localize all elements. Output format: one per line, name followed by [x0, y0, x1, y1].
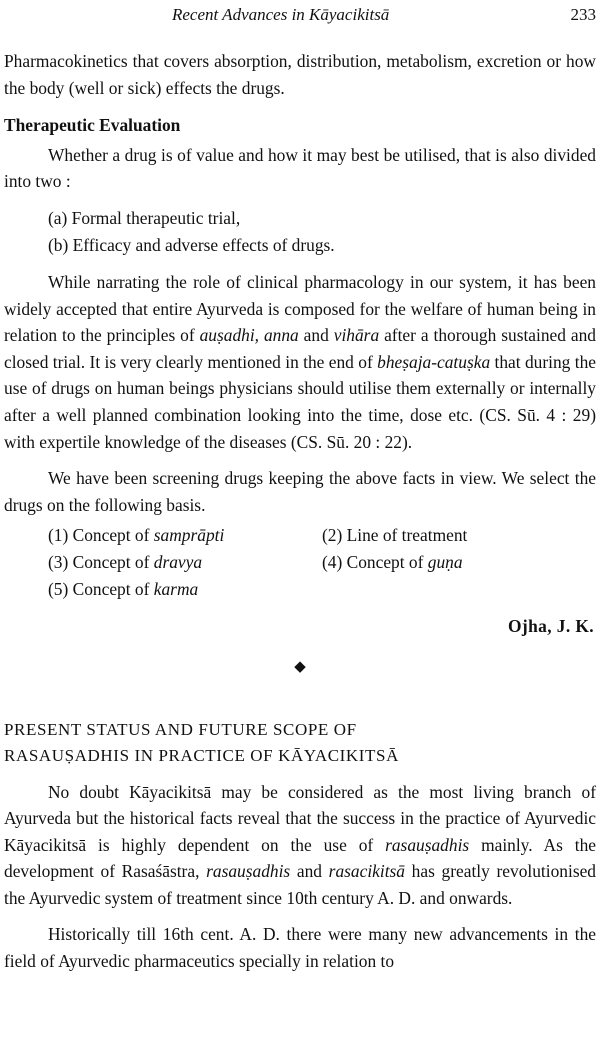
- text-run: and: [290, 861, 329, 882]
- sanskrit-term: karma: [153, 579, 199, 600]
- list-item: [48, 549, 322, 576]
- text-run: after a thorough sustained and closed trial. It is very clearly mentioned in the end of: [4, 325, 596, 372]
- text-run: and: [298, 325, 334, 346]
- list-item: (b) Efficacy and adverse effects of drugs.: [48, 234, 335, 255]
- diamond-ornament-icon: ◆: [294, 658, 306, 675]
- text-run: While narrating the role of clinical pharmacology in our system, it has been widely accepted that entire Ayurveda is composed for the welfare of human being in relation to the principles of: [4, 271, 596, 346]
- item-text: (2) Line of treatment: [322, 525, 468, 546]
- therapeutic-evaluation-paragraph: Whether a drug is of value and how it may best be utilised, that is also divided into two :: [4, 144, 596, 192]
- sanskrit-term: bheṣaja-catuṣka: [377, 351, 491, 372]
- therapeutic-evaluation-heading: Therapeutic Evaluation: [4, 115, 181, 136]
- list-item: [48, 576, 322, 603]
- text-run: mainly. As the development of Rasaśāstra,: [4, 834, 596, 882]
- text-run: No doubt Kāyacikitsā may be considered as the most living branch of Ayurveda but the historical facts reveal that the success in the practice of Ayurvedic Kāyacikitsā is highly dependent on the use of: [4, 781, 596, 855]
- item-text: (4) Concept of: [322, 552, 428, 573]
- running-title: Recent Advances in Kāyacikitsā: [172, 5, 390, 24]
- page-body: [4, 48, 596, 975]
- sanskrit-term: dravya: [153, 552, 203, 573]
- item-text: (3) Concept of: [48, 552, 154, 573]
- list-item: [322, 549, 596, 576]
- page-number: 233: [570, 5, 596, 24]
- sanskrit-term: auṣadhi, anna: [199, 325, 299, 346]
- section-heading-line: RASAUṢADHIS IN PRACTICE OF KĀYACIKITSĀ: [4, 745, 399, 765]
- page-header: [0, 2, 600, 26]
- evaluation-list: [4, 205, 596, 259]
- author-credit: Ojha, J. K.: [507, 616, 594, 637]
- basis-list: [4, 522, 596, 603]
- sanskrit-term: rasauṣadhis: [385, 834, 470, 855]
- text-run: that during the use of drugs on human beings physicians should utilise them externally or internally after a well planned combination looking into the time, dose etc. (CS. Sū. 4 : 29) with expertile knowledge of the diseases (CS. Sū. 20 : 22).: [4, 351, 596, 452]
- section-heading: [4, 717, 596, 769]
- clinical-pharmacology-paragraph: [4, 269, 596, 455]
- list-item: [322, 522, 596, 549]
- item-text: (1) Concept of: [48, 525, 154, 546]
- text-run: has greatly revolutionised the Ayurvedic system of treatment since 10th century A. D. and onwards.: [4, 861, 596, 908]
- sanskrit-term: guṇa: [427, 552, 463, 573]
- sanskrit-term: rasacikitsā: [328, 861, 405, 882]
- list-item: (a) Formal therapeutic trial,: [48, 207, 241, 228]
- sanskrit-term: samprāpti: [153, 525, 225, 546]
- history-paragraph: Historically till 16th cent. A. D. there were many new advancements in the field of Ayurvedic pharmaceutics specially in relation to: [4, 924, 596, 972]
- intro-paragraph: Pharmacokinetics that covers absorption, distribution, metabolism, excretion or how the body (well or sick) effects the drugs.: [4, 51, 596, 98]
- sanskrit-term: rasauṣadhis: [206, 861, 291, 882]
- screening-paragraph: We have been screening drugs keeping the above facts in view. We select the drugs on the following basis.: [4, 468, 596, 515]
- item-text: (5) Concept of: [48, 579, 154, 600]
- list-item: [48, 522, 322, 549]
- sanskrit-term: vihāra: [333, 325, 380, 346]
- section-heading-line: PRESENT STATUS AND FUTURE SCOPE OF: [4, 719, 357, 739]
- rasausadhi-paragraph: [4, 779, 596, 912]
